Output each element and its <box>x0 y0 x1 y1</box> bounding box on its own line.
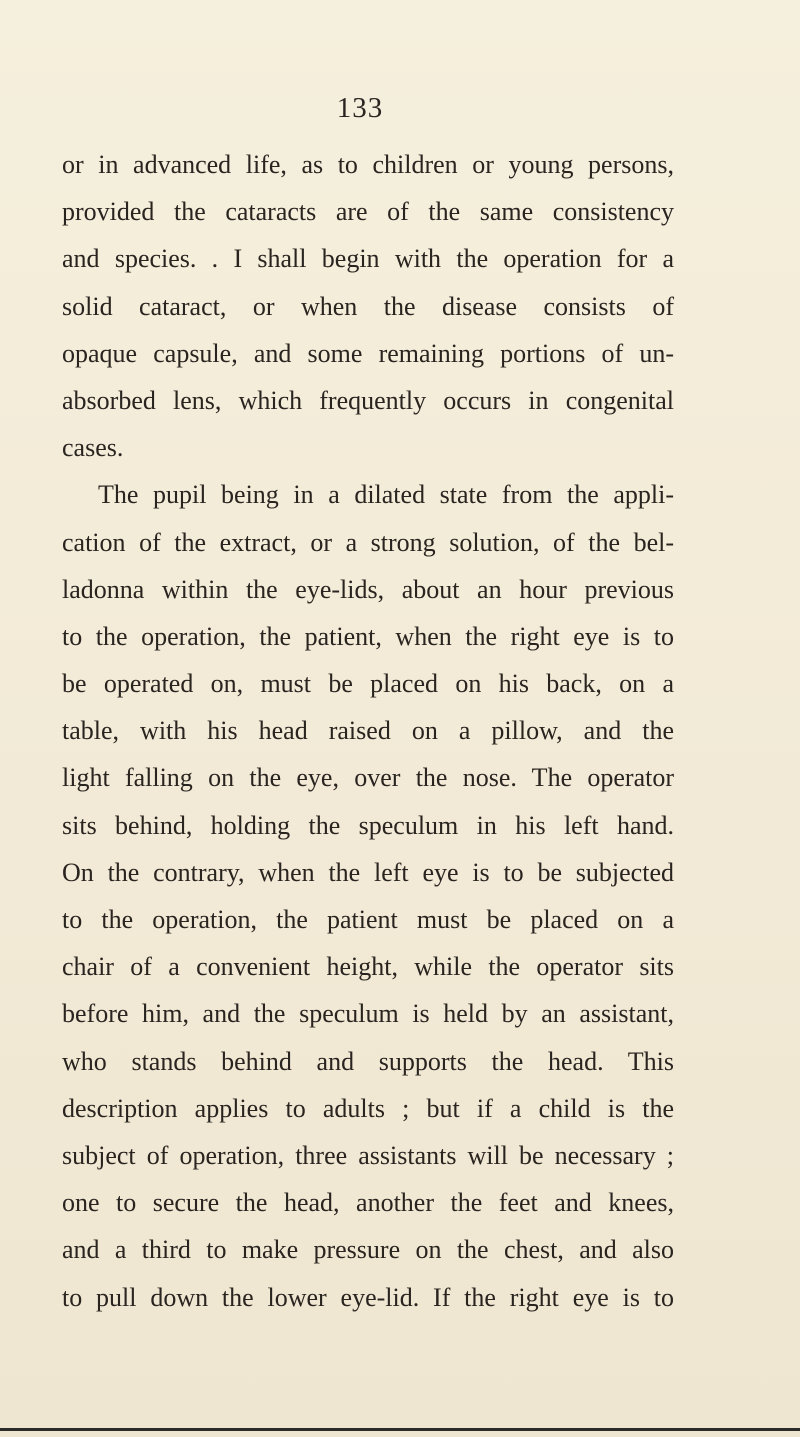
text-line: cation of the extract, or a strong solution, of the bel- <box>62 527 674 557</box>
text-line: before him, and the speculum is held by an assistant, <box>62 999 674 1029</box>
text-line: one to secure the head, another the feet and knees, <box>62 1188 674 1218</box>
text-line: chair of a convenient height, while the operator sits <box>62 952 674 982</box>
paragraph-start-line: The pupil being in a dilated state from the appli- <box>98 480 674 510</box>
text-line: who stands behind and supports the head. This <box>62 1046 674 1076</box>
text-line: and species. . I shall begin with the operation for a <box>62 244 674 274</box>
text-line: provided the cataracts are of the same consistency <box>62 197 674 227</box>
text-line: to the operation, the patient, when the right eye is to <box>62 621 674 651</box>
text-line: subject of operation, three assistants will be necessary ; <box>62 1140 674 1170</box>
text-line: description applies to adults ; but if a child is the <box>62 1093 674 1123</box>
text-line: and a third to make pressure on the chest, and also <box>62 1235 674 1265</box>
text-line: to the operation, the patient must be placed on a <box>62 905 674 934</box>
bottom-rule <box>0 1428 800 1431</box>
text-line: solid cataract, or when the disease consists of <box>62 291 674 321</box>
text-line: be operated on, must be placed on his back, on a <box>62 669 674 699</box>
text-line: to pull down the lower eye-lid. If the right eye is to <box>62 1282 674 1312</box>
body-text <box>62 141 674 1321</box>
text-line: sits behind, holding the speculum in his left hand. <box>62 810 674 840</box>
page-number: 133 <box>336 92 384 124</box>
text-line: absorbed lens, which frequently occurs in congenital <box>62 385 674 415</box>
text-line: On the contrary, when the left eye is to be subjected <box>62 857 674 887</box>
text-line: or in advanced life, as to children or young persons, <box>62 150 674 179</box>
text-line: cases. <box>62 433 124 463</box>
text-line: opaque capsule, and some remaining portions of un- <box>62 338 674 368</box>
text-line: light falling on the eye, over the nose. The operator <box>62 763 674 793</box>
text-line: ladonna within the eye-lids, about an hour previous <box>62 574 674 604</box>
text-line: table, with his head raised on a pillow, and the <box>62 716 674 746</box>
